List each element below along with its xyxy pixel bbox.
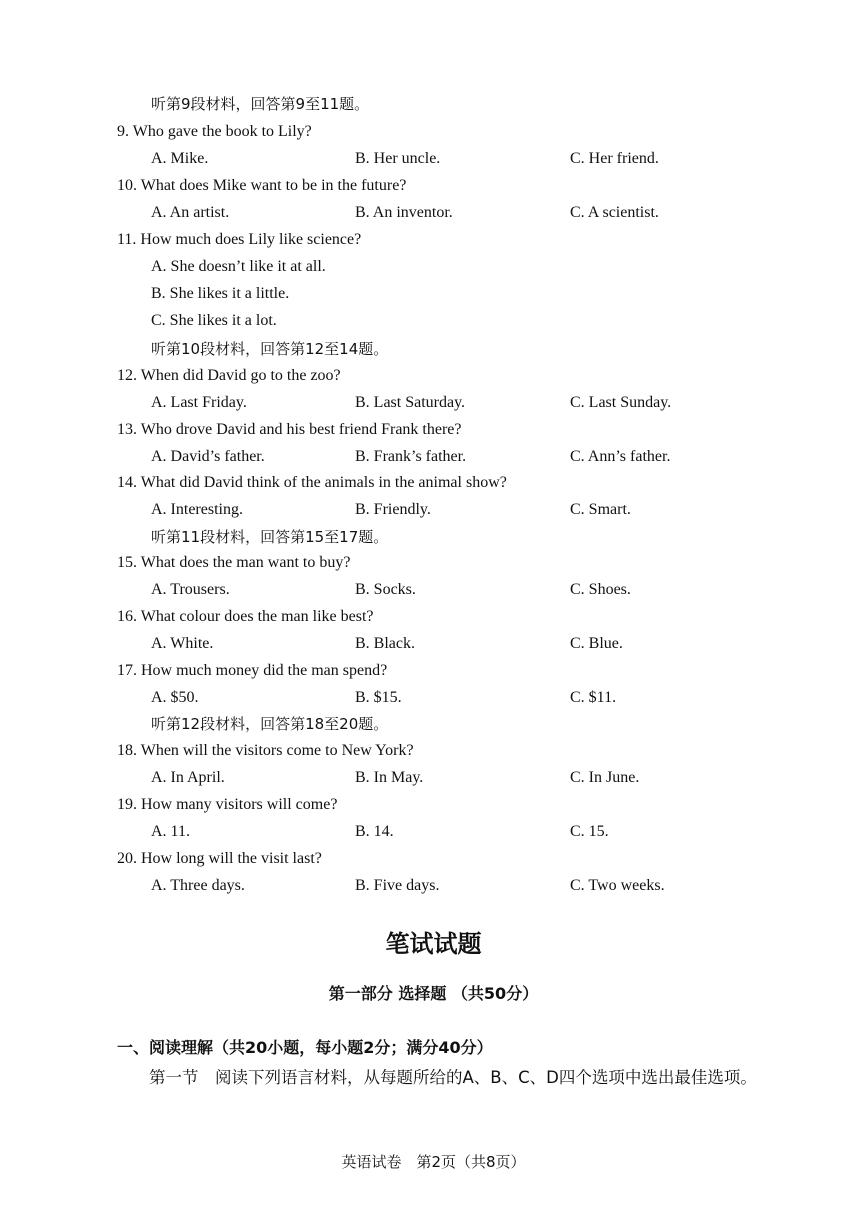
option-b: B. In May. — [355, 769, 424, 786]
question-stem: 13. Who drove David and his best friend Frank there? — [117, 421, 462, 438]
question-stem: 20. How long will the visit last? — [117, 850, 322, 867]
option-c: C. In June. — [570, 769, 640, 786]
option-b: B. Last Saturday. — [355, 394, 466, 411]
option-b: B. Frank’s father. — [355, 448, 467, 465]
question-stem: 11. How much does Lily like science? — [117, 231, 362, 248]
part-title: 第一部分 选择题 （共50分） — [328, 984, 539, 1003]
listening-instruction: 听第10段材料，回答第12至14题。 — [151, 340, 389, 358]
question-stem: 10. What does Mike want to be in the future? — [117, 177, 407, 194]
option-c: C. She likes it a lot. — [151, 312, 277, 329]
option-c: C. $11. — [570, 689, 617, 706]
listening-instruction: 听第9段材料，回答第9至11题。 — [151, 95, 370, 113]
option-c: C. Last Sunday. — [570, 394, 672, 411]
option-a: A. Interesting. — [151, 501, 243, 518]
option-b: B. Friendly. — [355, 501, 431, 518]
option-a: A. Trousers. — [151, 581, 230, 598]
question-stem: 9. Who gave the book to Lily? — [117, 123, 312, 140]
section-instruction: 第一节 阅读下列语言材料，从每题所给的A、B、C、D四个选项中选出最佳选项。 — [149, 1068, 757, 1087]
option-c: C. Shoes. — [570, 581, 631, 598]
option-c: C. Her friend. — [570, 150, 659, 167]
section-heading: 一、阅读理解（共20小题，每小题2分；满分40分） — [117, 1038, 493, 1057]
listening-instruction: 听第12段材料，回答第18至20题。 — [151, 715, 389, 733]
written-test-title: 笔试试题 — [385, 930, 482, 958]
option-b: B. $15. — [355, 689, 402, 706]
option-b: B. 14. — [355, 823, 394, 840]
option-a: A. She doesn’t like it at all. — [151, 258, 326, 275]
question-stem: 17. How much money did the man spend? — [117, 662, 388, 679]
page-footer: 英语试卷 第2页（共8页） — [341, 1153, 526, 1171]
option-b: B. Five days. — [355, 877, 440, 894]
question-stem: 16. What colour does the man like best? — [117, 608, 374, 625]
option-b: B. Socks. — [355, 581, 416, 598]
option-a: A. White. — [151, 635, 214, 652]
question-stem: 15. What does the man want to buy? — [117, 554, 351, 571]
option-a: A. Three days. — [151, 877, 245, 894]
option-c: C. Ann’s father. — [570, 448, 671, 465]
option-c: C. A scientist. — [570, 204, 659, 221]
option-a: A. In April. — [151, 769, 225, 786]
option-b: B. She likes it a little. — [151, 285, 290, 302]
question-stem: 18. When will the visitors come to New York? — [117, 742, 414, 759]
option-a: A. An artist. — [151, 204, 230, 221]
listening-instruction: 听第11段材料，回答第15至17题。 — [151, 528, 389, 546]
option-a: A. $50. — [151, 689, 199, 706]
option-b: B. An inventor. — [355, 204, 453, 221]
question-stem: 19. How many visitors will come? — [117, 796, 338, 813]
question-stem: 14. What did David think of the animals in the animal show? — [117, 474, 507, 491]
option-a: A. David’s father. — [151, 448, 265, 465]
option-c: C. Two weeks. — [570, 877, 665, 894]
option-c: C. Blue. — [570, 635, 623, 652]
option-a: A. Last Friday. — [151, 394, 247, 411]
option-b: B. Black. — [355, 635, 415, 652]
option-c: C. 15. — [570, 823, 609, 840]
option-a: A. 11. — [151, 823, 190, 840]
question-stem: 12. When did David go to the zoo? — [117, 367, 341, 384]
option-b: B. Her uncle. — [355, 150, 441, 167]
option-a: A. Mike. — [151, 150, 209, 167]
option-c: C. Smart. — [570, 501, 631, 518]
